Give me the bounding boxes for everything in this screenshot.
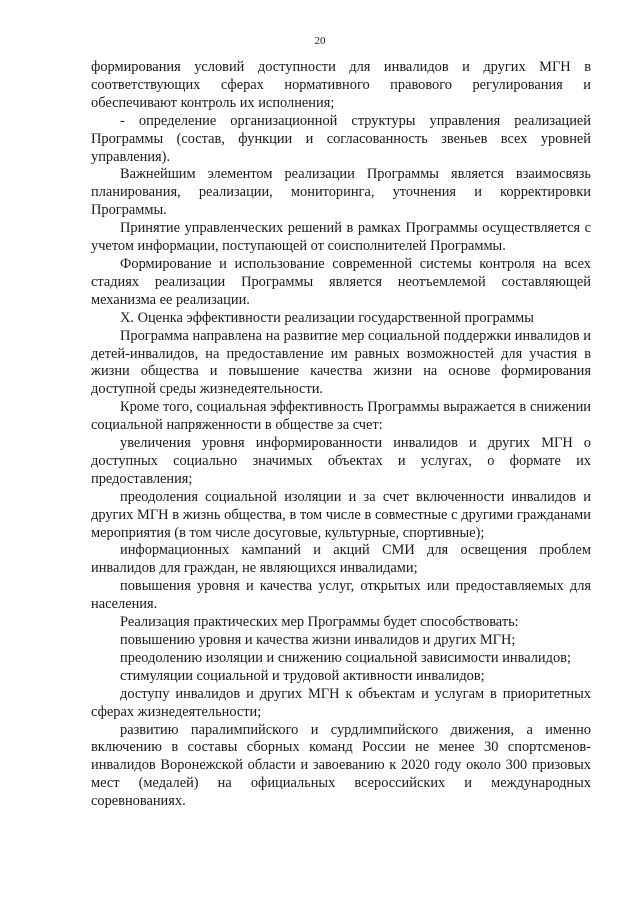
section-heading: X. Оценка эффективности реализации государственной программы	[120, 309, 534, 326]
document-body	[91, 59, 591, 811]
paragraph: формирования условий доступности для инвалидов и других МГН в соответствующих сферах нормативного правового регулирования и обеспечивают контроль их исполнения;	[91, 59, 591, 111]
paragraph: Формирование и использование современной системы контроля на всех стадиях реализации Программы является неотъемлемой составляющей механизма ее реализации.	[91, 255, 591, 308]
paragraph: Программа направлена на развитие мер социальной поддержки инвалидов и детей-инвалидов, на предоставление им равных возможностей для участия в жизни общества и повышение качества жизни на основе формирования доступной среды жизнедеятельности.	[91, 327, 591, 398]
list-item: развитию паралимпийского и сурдлимпийского движения, а именно включению в составы сборных команд России не менее 30 спортсменов-инвалидов Воронежской области и завоеванию к 2020 году около 300 призовых мест (медалей) на официальных всероссийских и международных соревнованиях.	[91, 721, 591, 810]
list-item: повышению уровня и качества жизни инвалидов и других МГН;	[120, 632, 516, 648]
list-item: стимуляции социальной и трудовой активности инвалидов;	[120, 667, 485, 684]
paragraph: Реализация практических мер Программы будет способствовать:	[120, 614, 519, 631]
list-item: увеличения уровня информированности инвалидов и других МГН о доступных социально значимых объектах и услугах, о формате их предоставления;	[91, 435, 591, 487]
list-item: повышения уровня и качества услуг, открытых или предоставляемых для населения.	[91, 578, 591, 613]
list-item: доступу инвалидов и других МГН к объектам и услугам в приоритетных сферах жизнедеятельности;	[91, 685, 591, 720]
paragraph: Кроме того, социальная эффективность Программы выражается в снижении социальной напряженности в обществе за счет:	[91, 399, 591, 434]
page-number: 20	[314, 35, 326, 47]
list-item: преодолению изоляции и снижению социальной зависимости инвалидов;	[120, 649, 571, 666]
paragraph: - определение организационной структуры управления реализацией Программы (состав, функции и согласованность звеньев всех уровней управления).	[91, 112, 591, 165]
paragraph: Важнейшим элементом реализации Программы является взаимосвязь планирования, реализации, мониторинга, уточнения и корректировки Программы.	[91, 166, 591, 219]
paragraph: Принятие управленческих решений в рамках Программы осуществляется с учетом информации, поступающей от соисполнителей Программы.	[91, 220, 591, 255]
list-item: информационных кампаний и акций СМИ для освещения проблем инвалидов для граждан, не являющихся инвалидами;	[91, 542, 591, 577]
list-item: преодоления социальной изоляции и за счет включенности инвалидов и других МГН в жизнь общества, в том числе в совместные с другими гражданами мероприятия (в том числе досуговые, культурные, спортивные);	[91, 488, 591, 541]
